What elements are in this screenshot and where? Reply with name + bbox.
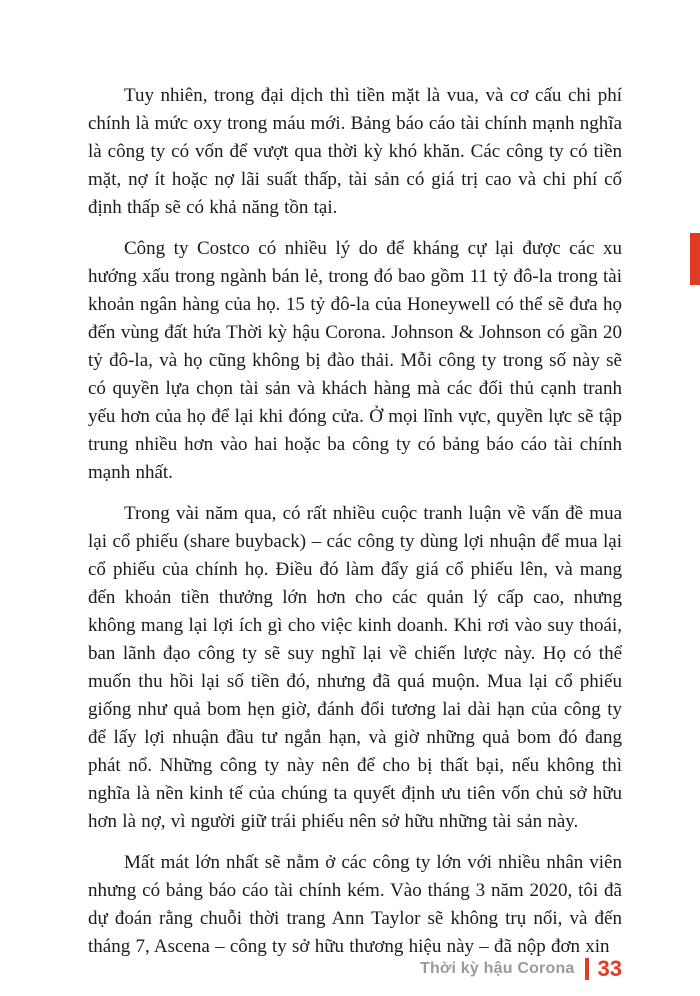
- paragraph-1: Tuy nhiên, trong đại dịch thì tiền mặt là vua, và cơ cấu chi phí chính là mức oxy trong máu mới. Bảng báo cáo tài chính mạnh nghĩa là công ty có vốn để vượt qua thời kỳ khó khăn. Các công ty có tiền mặt, nợ ít hoặc nợ lãi suất thấp, tài sản có giá trị cao và chi phí cố định thấp sẽ có khả năng tồn tại.: [88, 85, 622, 218]
- page-edge-tab: [690, 233, 700, 285]
- paragraph-3: Trong vài năm qua, có rất nhiều cuộc tranh luận về vấn đề mua lại cổ phiếu (share buyback) – các công ty dùng lợi nhuận để mua lại cổ phiếu của chính họ. Điều đó làm đẩy giá cổ phiếu lên, và mang đến khoản tiền thưởng lớn hơn cho các quản lý cấp cao, nhưng không mang lại lợi ích gì cho việc kinh doanh. Khi rơi vào suy thoái, ban lãnh đạo công ty sẽ suy nghĩ lại về chiến lược này. Họ có thể muốn thu hồi lại số tiền đó, nhưng đã quá muộn. Mua lại cổ phiếu giống như quả bom hẹn giờ, đánh đổi tương lai dài hạn của công ty để lấy lợi nhuận đầu tư ngắn hạn, và giờ những quả bom đó đang phát nổ. Những công ty này nên để cho bị thất bại, nếu không thì nghĩa là nền kinh tế của chúng ta quyết định ưu tiên vốn chủ sở hữu hơn là nợ, vì người giữ trái phiếu nên sở hữu những tài sản này.: [88, 503, 622, 832]
- page-footer: [420, 956, 622, 982]
- paragraph-4: Mất mát lớn nhất sẽ nằm ở các công ty lớn với nhiều nhân viên nhưng có bảng báo cáo tài chính kém. Vào tháng 3 năm 2020, tôi đã dự đoán rằng chuỗi thời trang Ann Taylor sẽ không trụ nổi, và đến tháng 7, Ascena – công ty sở hữu thương hiệu này – đã nộp đơn xin: [88, 852, 622, 957]
- footer-book-title: Thời kỳ hậu Corona: [419, 960, 575, 977]
- page-text-block: [88, 82, 622, 974]
- paragraph-2: Công ty Costco có nhiều lý do để kháng cự lại được các xu hướng xấu trong ngành bán lẻ, trong đó bao gồm 11 tỷ đô-la trong tài khoản ngân hàng của họ. 15 tỷ đô-la của Honeywell có thể sẽ đưa họ đến vùng đất hứa Thời kỳ hậu Corona. Johnson & Johnson có gần 20 tỷ đô-la, và họ cũng không bị đào thải. Mỗi công ty trong số này sẽ có quyền lựa chọn tài sản và khách hàng mà các đối thủ cạnh tranh yếu hơn của họ để lại khi đóng cửa. Ở mọi lĩnh vực, quyền lực sẽ tập trung nhiều hơn vào hai hoặc ba công ty có bảng báo cáo tài chính mạnh nhất.: [88, 238, 622, 483]
- footer-page-number: 33: [597, 956, 622, 981]
- footer-divider: [585, 958, 589, 980]
